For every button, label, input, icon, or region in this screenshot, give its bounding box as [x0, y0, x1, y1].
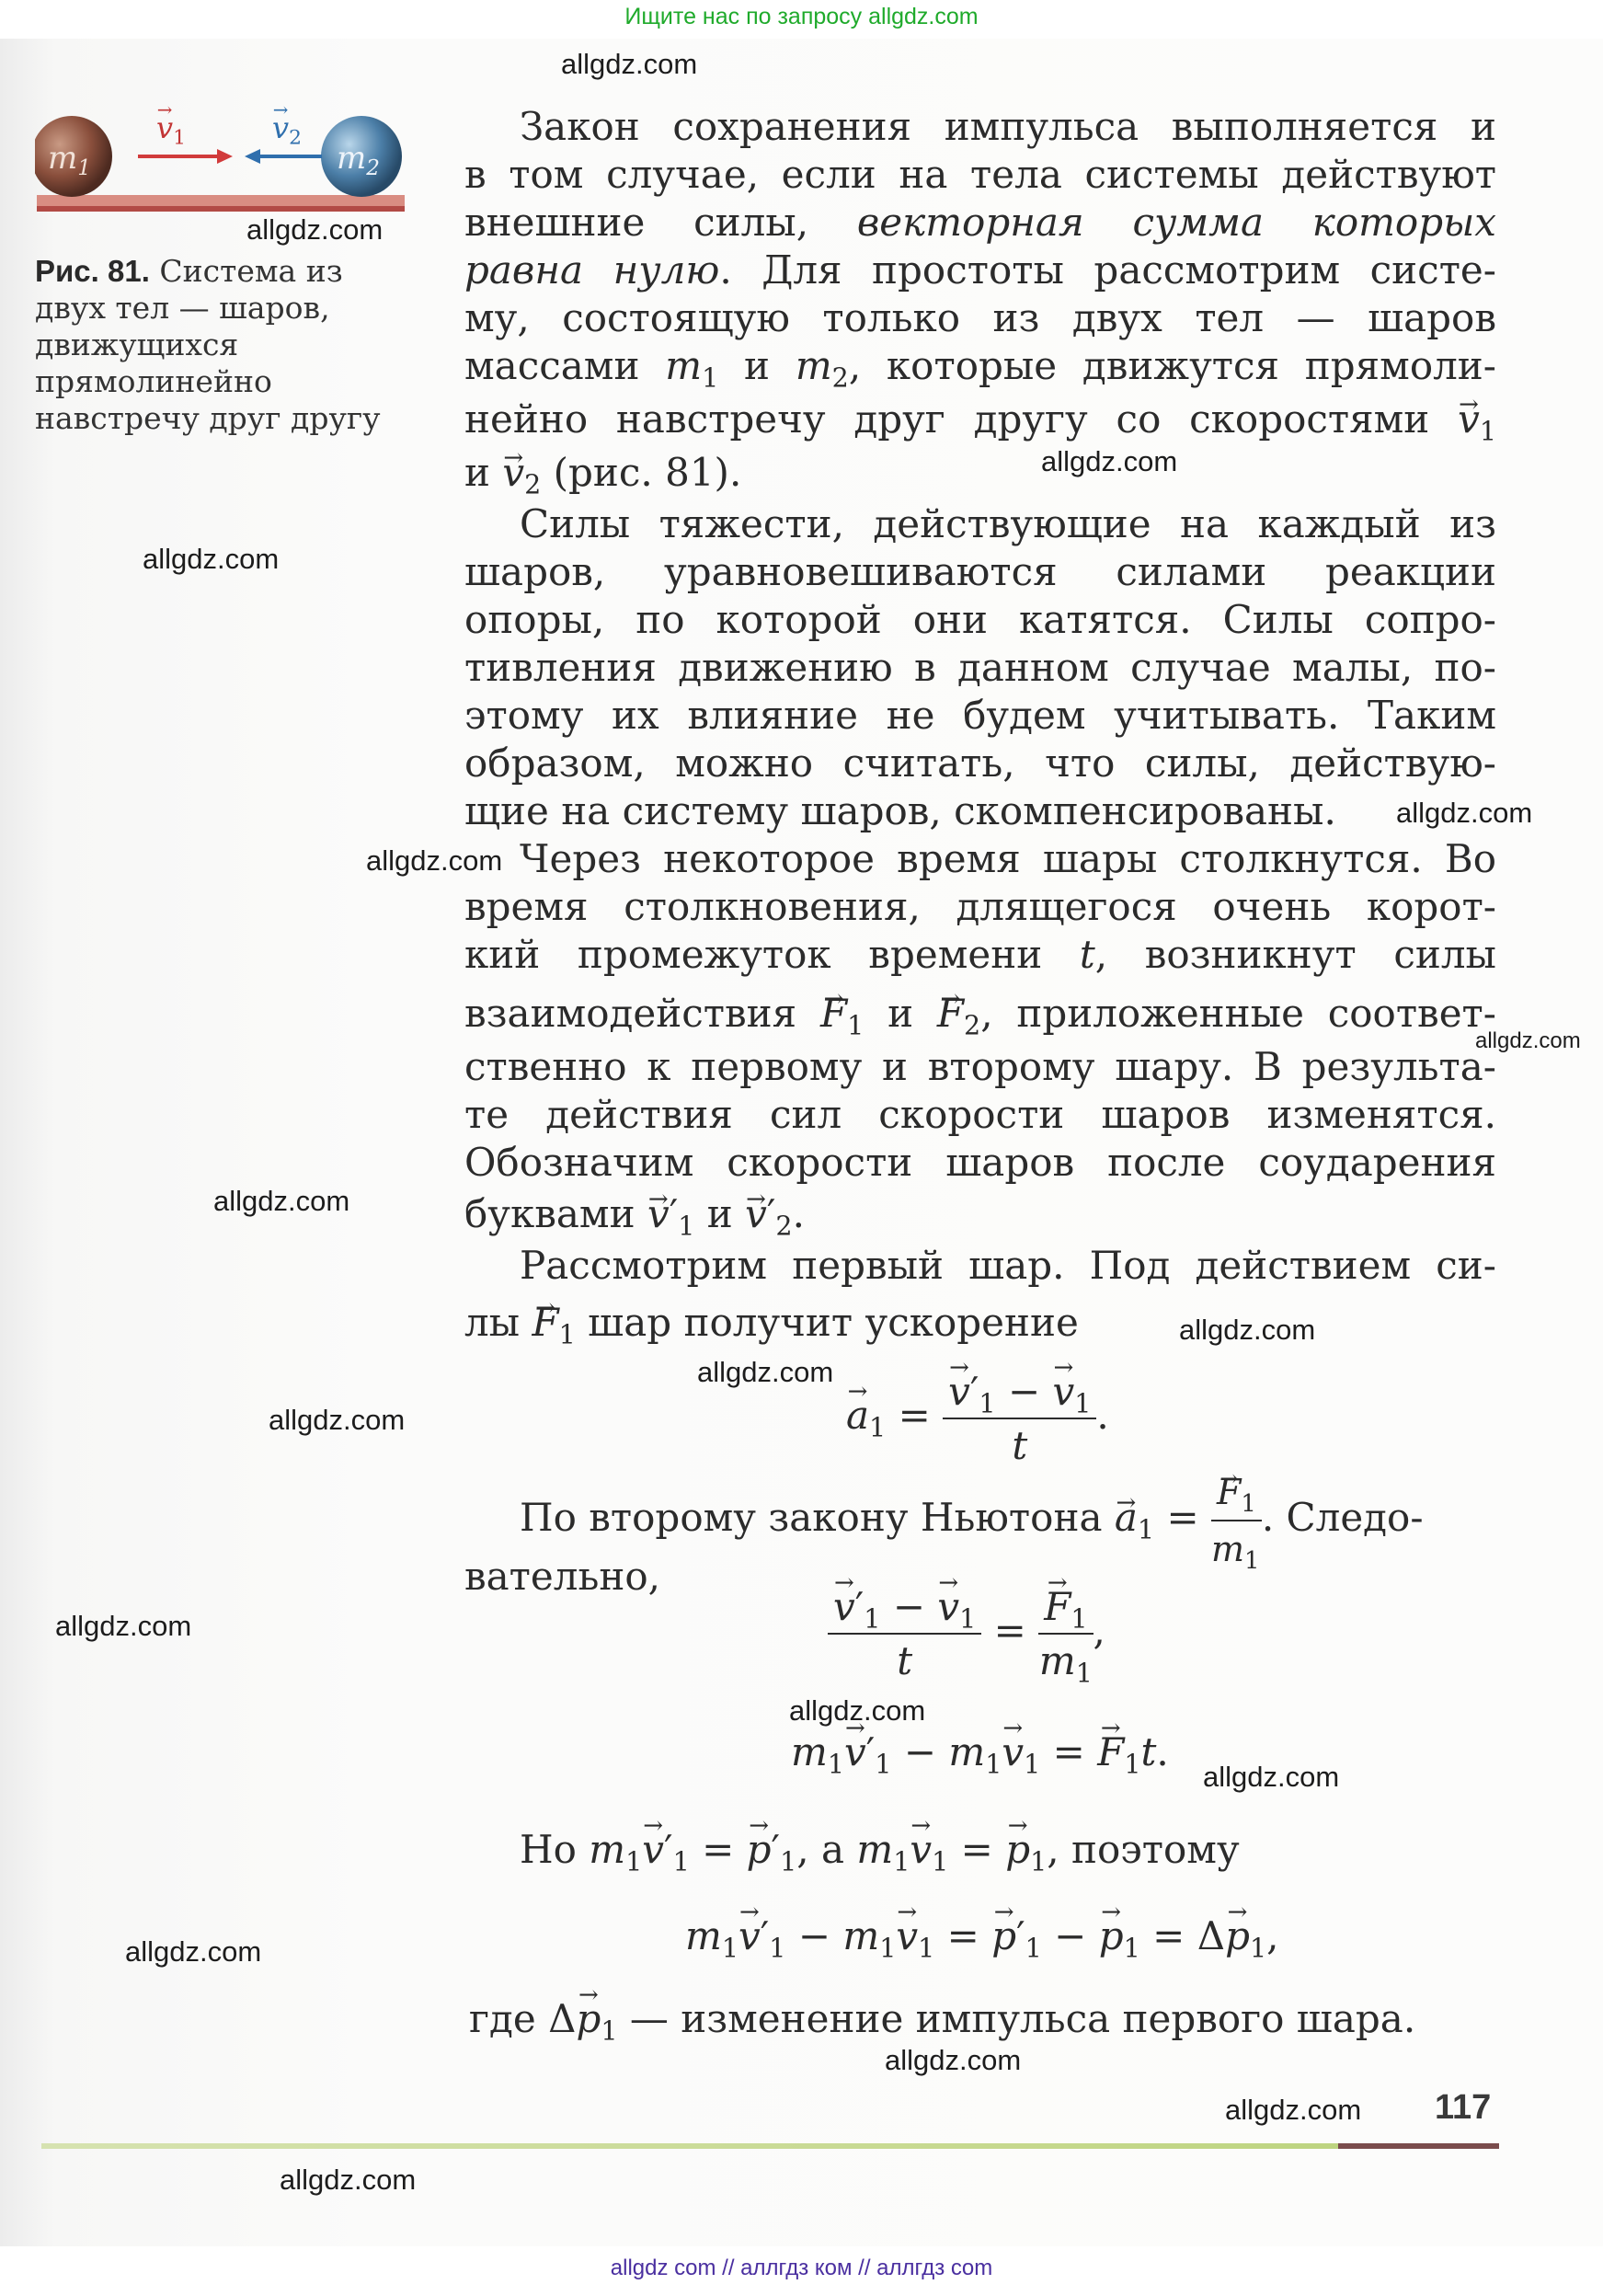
- page-number: 117: [1435, 2088, 1492, 2127]
- text-line: тивления движению в данном случае малы, по-: [464, 645, 1496, 690]
- watermark: allgdz.com: [697, 1356, 834, 1388]
- text-line: ственно к первому и второму шару. В результа-: [464, 1044, 1496, 1089]
- equation-impulse: $m_1\to v'_1 - m_1\to v_1$ = → $F_1t$.: [791, 1729, 1169, 1774]
- text-line: му, состоящую только из двух тел — шаров: [464, 295, 1496, 340]
- watermark: allgdz.com: [366, 844, 503, 877]
- text-line: шаров, уравновешиваются силами реакции: [464, 549, 1496, 594]
- equation-momentum-change: $m_1\to v'_1 - m_1\to v_1$ = → $p'_1$ − → $p_1 = \Delta\to p_1$,: [685, 1913, 1278, 1958]
- watermark: allgdz.com: [1203, 1761, 1340, 1793]
- text-line: образом, можно считать, что силы, действую-: [464, 740, 1496, 786]
- text-momentum-definitions: Но $m_1\to v'_1$ = → $p'_1$, а $m_1\to v_1$ = → $p_1$, поэтому: [520, 1827, 1240, 1872]
- watermark: allgdz.com: [885, 2044, 1022, 2076]
- equation-acceleration: → $a_1$ = → $\frac{v'_1 - \to v_1}{t}$ .: [846, 1369, 1109, 1468]
- watermark: allgdz.com: [55, 1610, 192, 1642]
- text-line: вательно,: [464, 1554, 660, 1599]
- footer-rule: [41, 2143, 1490, 2149]
- text-line: $и \to v_2$ (рис. 81).: [464, 449, 1496, 497]
- text-line: Рассмотрим первый шар. Под действием си-: [520, 1243, 1496, 1288]
- bottom-banner[interactable]: allgdz com // аллгдз ком // аллгдз com: [610, 2256, 993, 2280]
- figure-caption: [35, 253, 403, 437]
- text-line: опоры, по которой они катятся. Силы сопро-: [464, 597, 1496, 642]
- equation-ratio: → $\frac{v'_1 - \to v_1}{t}$ = → $\frac{F_1}{m_1}$ ,: [828, 1584, 1105, 1683]
- text-line: Обозначим скорости шаров после соударения: [464, 1140, 1496, 1185]
- text-line: в том случае, если на тела системы действуют: [464, 152, 1496, 197]
- watermark: allgdz.com: [1225, 2094, 1362, 2126]
- watermark: allgdz.com: [1475, 1028, 1581, 1053]
- top-banner[interactable]: Ищите нас по запросу allgdz.com: [624, 4, 979, 29]
- watermark: allgdz.com: [280, 2164, 417, 2196]
- text-final: где $\Delta\to p_1$ — изменение импульса первого шара.: [469, 1996, 1415, 2041]
- figure-81: [35, 103, 412, 223]
- watermark: allgdz.com: [1041, 445, 1178, 477]
- text-line: массами $m_1$ и $m_2$, которые движутся прямоли-: [464, 343, 1496, 394]
- watermark: allgdz.com: [246, 213, 384, 246]
- label-m1: $m_1$: [48, 140, 91, 180]
- text-line: этому их влияние не будем учитывать. Таким: [464, 693, 1496, 738]
- track-edge: [37, 206, 405, 212]
- text-line: буквами → $v'_1$ $и \to v'_2$.: [464, 1190, 1496, 1238]
- track-surface: [37, 195, 405, 208]
- text-line: взаимодействия → $F_1$ $и \to F_2$, приложенные соответ-: [464, 990, 1496, 1038]
- text-line: Закон сохранения импульса выполняется и: [520, 104, 1496, 149]
- text-line: По второму закону Ньютона → $a_1$ = → $\frac{F_1}{m_1}$ . Следо-: [464, 1468, 1496, 1551]
- arrow-v2-head: [245, 149, 260, 164]
- caption-text: Система из двух тел — шаров, движущихся прямолинейно навстречу друг другу: [35, 253, 381, 436]
- text-line: кий промежуток времени t, возникнут силы: [464, 932, 1496, 977]
- text-line: внешние силы, векторная сумма которых: [464, 200, 1496, 245]
- label-v1: → $v_1$: [156, 110, 186, 145]
- footer-rule-accent: [1338, 2143, 1499, 2149]
- label-v2: → $v_2$: [272, 110, 302, 145]
- text-line: нейно навстречу друг другу со скоростями → $v_1$: [464, 396, 1496, 443]
- watermark: allgdz.com: [213, 1185, 350, 1217]
- text-line: Через некоторое время шары столкнутся. Во: [520, 836, 1496, 881]
- watermark: allgdz.com: [1179, 1314, 1316, 1346]
- text-line: время столкновения, длящегося очень корот-: [464, 884, 1496, 929]
- watermark: allgdz.com: [269, 1404, 406, 1436]
- label-m2: $m_2$: [337, 140, 380, 180]
- watermark: allgdz.com: [125, 1935, 262, 1968]
- text-line: равна нулю. Для простоты рассмотрим систе-: [464, 247, 1496, 293]
- fraction: → $\frac{v'_1 - \to v_1}{t}$: [828, 1584, 981, 1683]
- text-line: Силы тяжести, действующие на каждый из: [520, 501, 1496, 546]
- text-line: лы → $F_1$ шар получит ускорение: [464, 1299, 1496, 1347]
- watermark: allgdz.com: [1396, 797, 1533, 829]
- text-line: щие на систему шаров, скомпенсированы.: [464, 788, 1336, 833]
- caption-label: Рис. 81.: [35, 254, 150, 288]
- watermark: allgdz.com: [143, 543, 280, 575]
- fraction: → $\frac{F_1}{m_1}$: [1038, 1584, 1093, 1683]
- text-line: те действия сил скорости шаров изменятся.: [464, 1092, 1496, 1137]
- watermark: allgdz.com: [789, 1694, 926, 1727]
- fraction: → $\frac{v'_1 - \to v_1}{t}$: [943, 1369, 1096, 1468]
- fraction: → $\frac{F_1}{m_1}$: [1211, 1468, 1262, 1573]
- arrow-v1-head: [217, 149, 233, 164]
- watermark: allgdz.com: [561, 48, 698, 80]
